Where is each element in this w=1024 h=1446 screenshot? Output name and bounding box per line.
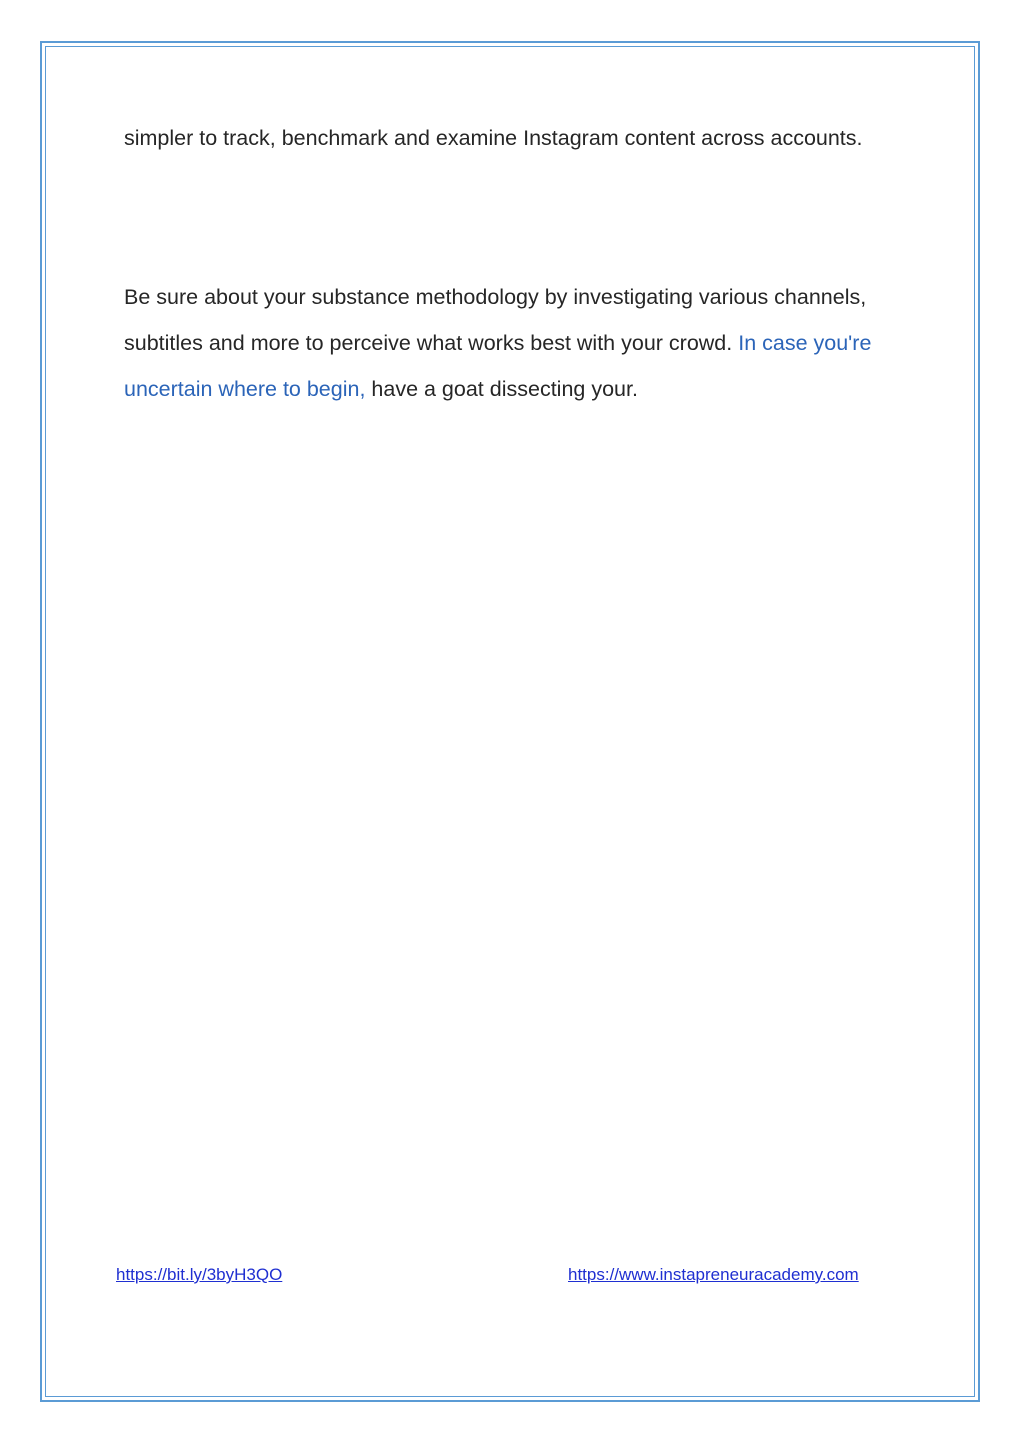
page-border-inner	[45, 46, 975, 1397]
footer-short-link[interactable]: https://bit.ly/3byH3QO	[116, 1265, 283, 1284]
highlighted-phrase: In case you're uncertain where to begin,	[124, 331, 872, 401]
footer-website-link[interactable]: https://www.instapreneuracademy.com	[568, 1265, 859, 1284]
paragraph-methodology-tail: have a goat dissecting your.	[365, 377, 638, 401]
paragraph-methodology	[124, 274, 904, 412]
paragraph-methodology-lead: Be sure about your substance methodology by investigating various channels, subtitles and more to perceive what works best with your crowd.	[124, 285, 867, 355]
paragraph-intro: simpler to track, benchmark and examine Instagram content across accounts.	[124, 126, 863, 150]
